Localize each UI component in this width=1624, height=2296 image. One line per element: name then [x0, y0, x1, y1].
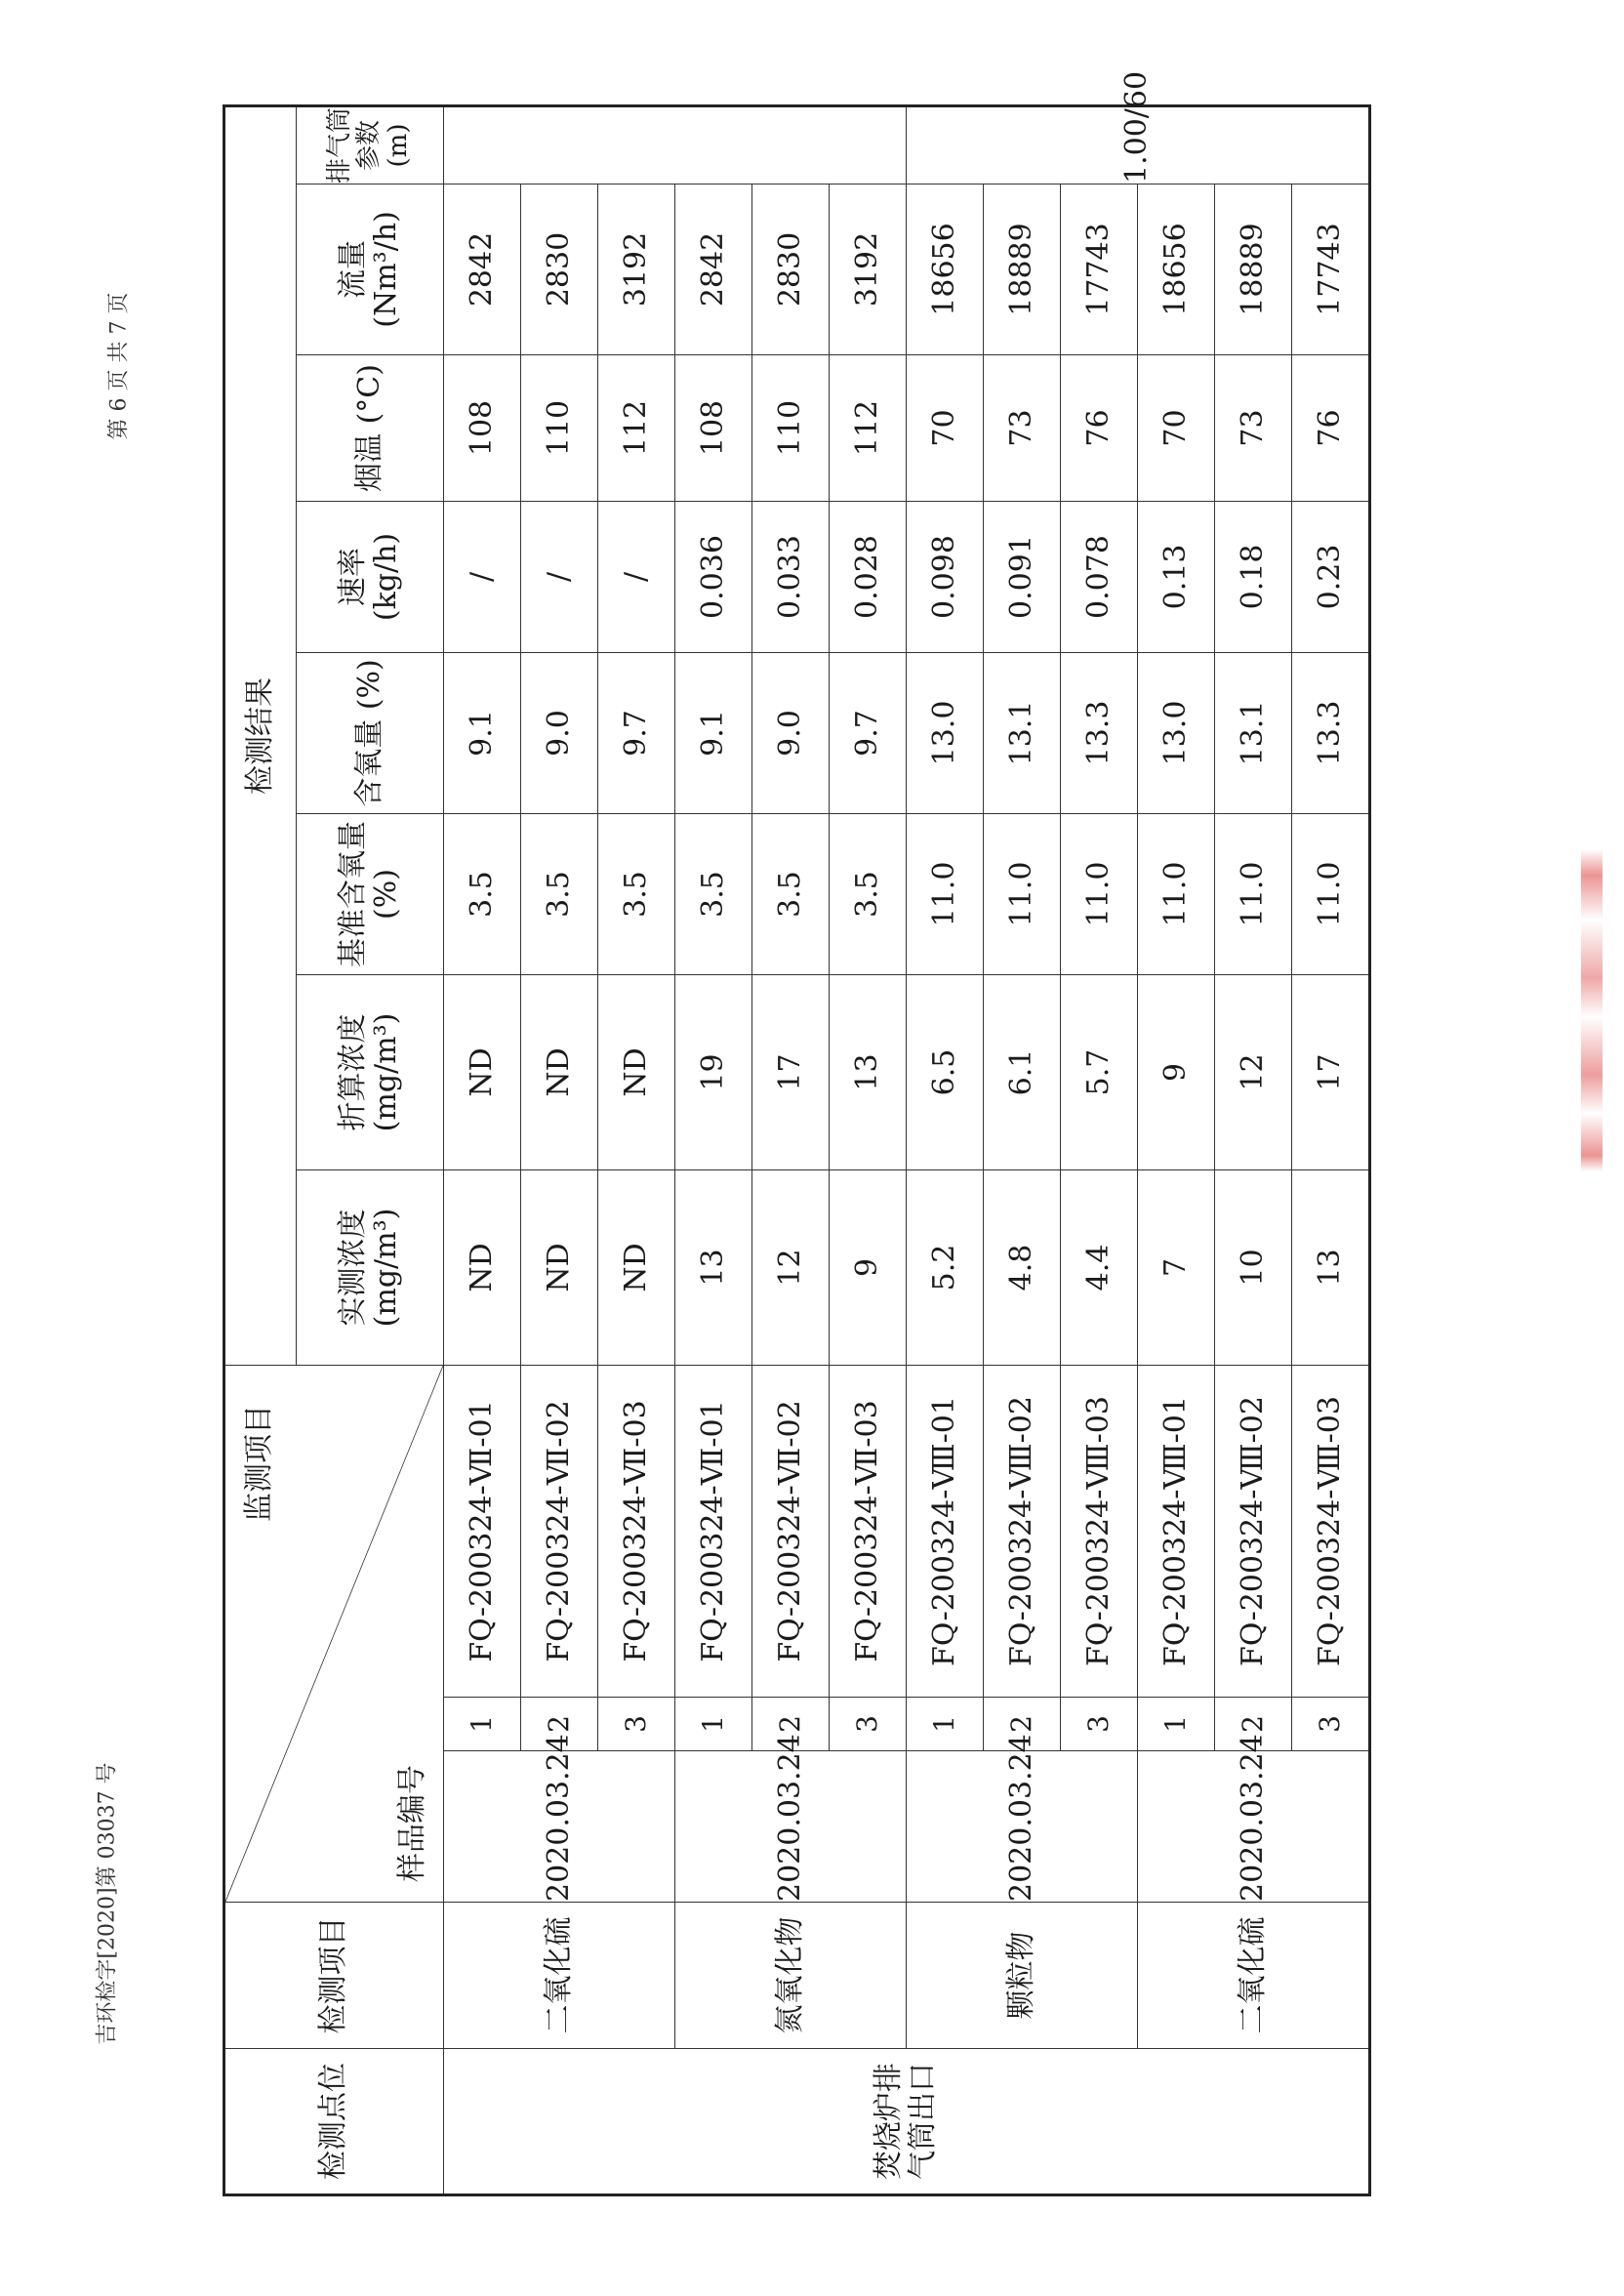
oxygen-cell: 9.7	[830, 652, 907, 813]
measured-cell: ND	[598, 1169, 675, 1365]
measured-cell: ND	[444, 1169, 521, 1365]
temp-cell: 76	[1292, 354, 1370, 501]
measured-cell: 10	[1215, 1169, 1292, 1365]
table-row	[444, 105, 521, 2194]
oxygen-cell: 9.7	[598, 652, 675, 813]
ref-oxygen-cell: 11.0	[984, 813, 1061, 974]
rate-cell: 0.098	[907, 501, 984, 652]
rate-cell: 0.091	[984, 501, 1061, 652]
location-cell: 焚烧炉排气筒出口	[444, 2049, 1370, 2195]
flow-cell: 18656	[907, 184, 984, 354]
rate-cell: /	[598, 501, 675, 652]
converted-cell: 17	[752, 974, 830, 1169]
converted-cell: 19	[675, 974, 752, 1169]
ref-oxygen-cell: 3.5	[675, 813, 752, 974]
measured-cell: 4.4	[1061, 1169, 1138, 1365]
sample-no-cell: FQ-200324-Ⅷ-02	[984, 1365, 1061, 1697]
sample-no-cell: FQ-200324-Ⅷ-01	[907, 1365, 984, 1697]
sample-no-cell: FQ-200324-Ⅶ-02	[752, 1365, 830, 1697]
rate-cell: /	[521, 501, 598, 652]
temp-cell: 112	[598, 354, 675, 501]
sample-no-cell: FQ-200324-Ⅷ-03	[1061, 1365, 1138, 1697]
converted-cell: 13	[830, 974, 907, 1169]
report-number: 吉环检字[2020]第 03037 号	[95, 1762, 120, 2045]
temp-cell: 108	[444, 354, 521, 501]
ref-oxygen-cell: 3.5	[752, 813, 830, 974]
index-cell: 3	[1061, 1698, 1138, 1751]
ref-oxygen-cell: 11.0	[1215, 813, 1292, 974]
header-ref-oxygen: 基准含氧量(%)	[297, 813, 444, 974]
report-table-container	[223, 70, 1347, 2196]
flow-cell: 2842	[675, 184, 752, 354]
stack-cell-upper	[444, 105, 907, 184]
stamp-remnant	[1581, 849, 1603, 1171]
index-cell: 2	[752, 1698, 830, 1751]
index-cell: 2	[984, 1698, 1061, 1751]
flow-cell: 2830	[521, 184, 598, 354]
header-monitor-item: 监测项目	[242, 1404, 276, 1522]
temp-cell: 73	[1215, 354, 1292, 501]
sample-no-cell: FQ-200324-Ⅷ-03	[1292, 1365, 1370, 1697]
item-cell: 颗粒物	[907, 1903, 1138, 2049]
oxygen-cell: 9.1	[675, 652, 752, 813]
header-temp: 烟温 (°C)	[297, 354, 444, 501]
measured-cell: 13	[1292, 1169, 1370, 1365]
converted-cell: 9	[1138, 974, 1215, 1169]
flow-cell: 2842	[444, 184, 521, 354]
measured-cell: 13	[675, 1169, 752, 1365]
oxygen-cell: 9.0	[752, 652, 830, 813]
temp-cell: 108	[675, 354, 752, 501]
flow-cell: 18889	[984, 184, 1061, 354]
converted-cell: 17	[1292, 974, 1370, 1169]
header-converted: 折算浓度 (mg/m³)	[297, 974, 444, 1169]
table-row	[907, 105, 984, 2194]
rate-cell: 0.23	[1292, 501, 1370, 652]
date-cell: 2020.03.24	[444, 1751, 675, 1903]
stack-cell: 1.00/60	[907, 105, 1370, 184]
header-results: 检测结果	[224, 105, 297, 1365]
header-rate: 速率 (kg/h)	[297, 501, 444, 652]
converted-cell: 12	[1215, 974, 1292, 1169]
sample-no-cell: FQ-200324-Ⅷ-02	[1215, 1365, 1292, 1697]
ref-oxygen-cell: 3.5	[598, 813, 675, 974]
rate-cell: 0.036	[675, 501, 752, 652]
index-cell: 3	[1292, 1698, 1370, 1751]
converted-cell: ND	[444, 974, 521, 1169]
rotated-table	[223, 70, 1347, 2196]
table-row	[1138, 105, 1215, 2194]
flow-cell: 17743	[1292, 184, 1370, 354]
item-cell: 二氧化硫	[444, 1903, 675, 2049]
table-row	[675, 105, 752, 2194]
sample-no-cell: FQ-200324-Ⅶ-02	[521, 1365, 598, 1697]
header-flow: 流量 (Nm³/h)	[297, 184, 444, 354]
measured-cell: ND	[521, 1169, 598, 1365]
flow-cell: 3192	[830, 184, 907, 354]
date-cell: 2020.03.24	[1138, 1751, 1370, 1903]
rate-cell: 0.033	[752, 501, 830, 652]
temp-cell: 70	[907, 354, 984, 501]
rate-cell: 0.078	[1061, 501, 1138, 652]
item-cell: 二氧化硫	[1138, 1903, 1370, 2049]
ref-oxygen-cell: 11.0	[1138, 813, 1215, 974]
header-diagonal	[224, 1365, 444, 1902]
sample-no-cell: FQ-200324-Ⅶ-03	[598, 1365, 675, 1697]
index-cell: 1	[675, 1698, 752, 1751]
header-oxygen: 含氧量 (%)	[297, 652, 444, 813]
measured-cell: 12	[752, 1169, 830, 1365]
measured-cell: 9	[830, 1169, 907, 1365]
flow-cell: 17743	[1061, 184, 1138, 354]
temp-cell: 110	[521, 354, 598, 501]
page-number: 第 6 页 共 7 页	[106, 292, 132, 440]
sample-no-cell: FQ-200324-Ⅷ-01	[1138, 1365, 1215, 1697]
flow-cell: 2830	[752, 184, 830, 354]
date-cell: 2020.03.24	[675, 1751, 907, 1903]
converted-cell: 5.7	[1061, 974, 1138, 1169]
temp-cell: 73	[984, 354, 1061, 501]
temp-cell: 70	[1138, 354, 1215, 501]
header-stack: 排气筒参数(m)	[297, 105, 444, 184]
oxygen-cell: 13.3	[1292, 652, 1370, 813]
index-cell: 1	[907, 1698, 984, 1751]
converted-cell: ND	[598, 974, 675, 1169]
index-cell: 3	[830, 1698, 907, 1751]
oxygen-cell: 13.3	[1061, 652, 1138, 813]
temp-cell: 112	[830, 354, 907, 501]
index-cell: 2	[1215, 1698, 1292, 1751]
header-sample-no: 样品编号	[394, 1765, 429, 1882]
sample-no-cell: FQ-200324-Ⅶ-01	[675, 1365, 752, 1697]
sample-no-cell: FQ-200324-Ⅶ-03	[830, 1365, 907, 1697]
header-item: 检测项目	[224, 1903, 444, 2049]
flow-cell: 18656	[1138, 184, 1215, 354]
oxygen-cell: 13.1	[1215, 652, 1292, 813]
index-cell: 1	[444, 1698, 521, 1751]
ref-oxygen-cell: 3.5	[521, 813, 598, 974]
rate-cell: 0.13	[1138, 501, 1215, 652]
measured-cell: 5.2	[907, 1169, 984, 1365]
header-measured: 实测浓度 (mg/m³)	[297, 1169, 444, 1365]
rate-cell: /	[444, 501, 521, 652]
flow-cell: 18889	[1215, 184, 1292, 354]
converted-cell: 6.1	[984, 974, 1061, 1169]
index-cell: 3	[598, 1698, 675, 1751]
flow-cell: 3192	[598, 184, 675, 354]
ref-oxygen-cell: 11.0	[1292, 813, 1370, 974]
temp-cell: 76	[1061, 354, 1138, 501]
temp-cell: 110	[752, 354, 830, 501]
header-location: 检测点位	[224, 2049, 444, 2195]
item-cell: 氮氧化物	[675, 1903, 907, 2049]
rate-cell: 0.028	[830, 501, 907, 652]
index-cell: 2	[521, 1698, 598, 1751]
converted-cell: ND	[521, 974, 598, 1169]
sample-no-cell: FQ-200324-Ⅶ-01	[444, 1365, 521, 1697]
oxygen-cell: 13.1	[984, 652, 1061, 813]
ref-oxygen-cell: 11.0	[1061, 813, 1138, 974]
ref-oxygen-cell: 3.5	[444, 813, 521, 974]
ref-oxygen-cell: 11.0	[907, 813, 984, 974]
measured-cell: 4.8	[984, 1169, 1061, 1365]
measured-cell: 7	[1138, 1169, 1215, 1365]
ref-oxygen-cell: 3.5	[830, 813, 907, 974]
oxygen-cell: 9.0	[521, 652, 598, 813]
oxygen-cell: 13.0	[907, 652, 984, 813]
oxygen-cell: 13.0	[1138, 652, 1215, 813]
index-cell: 1	[1138, 1698, 1215, 1751]
converted-cell: 6.5	[907, 974, 984, 1169]
oxygen-cell: 9.1	[444, 652, 521, 813]
emission-results-table	[223, 70, 1371, 2196]
date-cell: 2020.03.24	[907, 1751, 1138, 1903]
rate-cell: 0.18	[1215, 501, 1292, 652]
